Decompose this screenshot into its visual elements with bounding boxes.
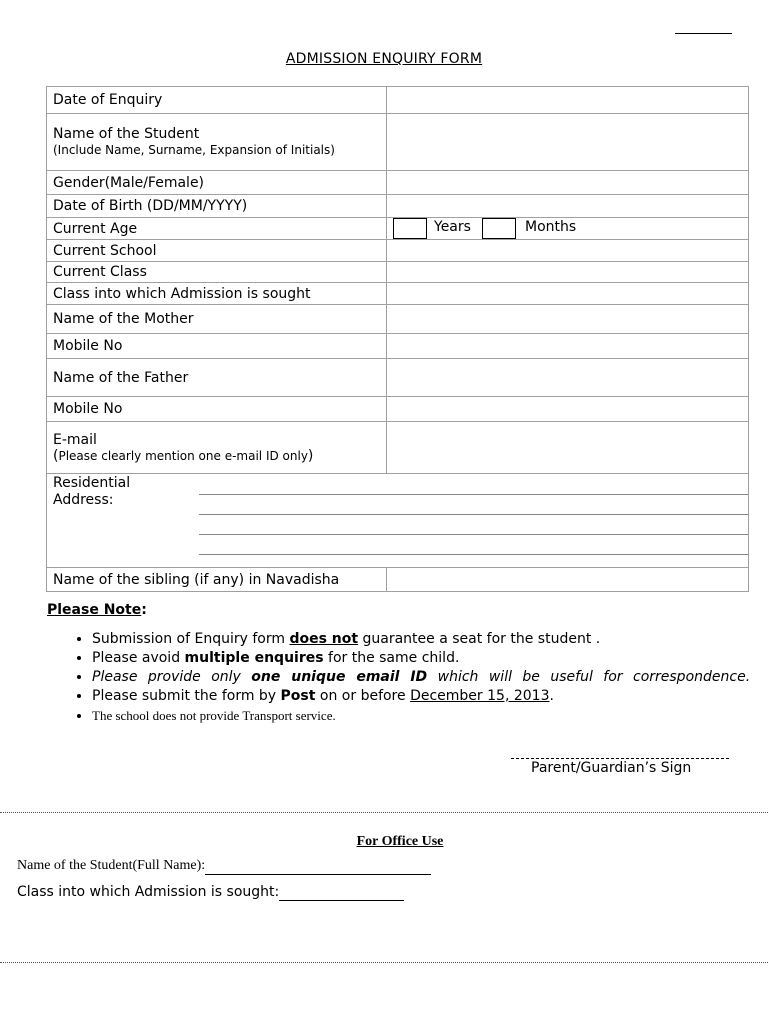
input-mother-name[interactable] (387, 305, 749, 334)
input-current-class[interactable] (387, 262, 749, 283)
note-heading-text: Please Note (47, 602, 142, 618)
note-text: which will be useful for correspondence. (427, 669, 751, 685)
input-sibling[interactable] (387, 568, 749, 592)
student-name-label: Name of the Student (53, 126, 200, 142)
address-line-4 (199, 554, 748, 555)
input-gender[interactable] (387, 171, 749, 195)
note-emphasis: does not (289, 631, 359, 647)
signature-line (511, 758, 729, 759)
address-line-2 (199, 514, 748, 534)
email-label: E-mail (53, 431, 97, 448)
label-dob: Date of Birth (DD/MM/YYYY) (47, 195, 387, 218)
label-student-name (47, 114, 387, 171)
label-mother-mobile: Mobile No (47, 334, 387, 359)
age-cell (387, 218, 749, 240)
note-heading (47, 602, 147, 618)
label-class-sought: Class into which Admission is sought (47, 283, 387, 305)
note-item (92, 707, 765, 724)
office-student-name-label: Name of the Student(Full Name): (17, 858, 206, 873)
age-years-box[interactable] (393, 218, 427, 239)
dotted-divider-bottom (0, 962, 768, 963)
email-hint-close: ) (307, 447, 314, 464)
note-emphasis: multiple enquires (184, 650, 324, 666)
label-email (47, 422, 387, 474)
address-label-line1: Residential (53, 475, 131, 491)
label-current-class: Current Class (47, 262, 387, 283)
note-text: for the same child. (323, 650, 460, 666)
note-text: Submission of Enquiry form (92, 631, 290, 647)
student-name-hint: (Include Name, Surname, Expansion of Initials) (53, 143, 335, 157)
label-current-age: Current Age (47, 218, 387, 240)
signature-label: Parent/Guardian’s Sign (531, 760, 692, 776)
note-text: guarantee a seat for the student . (358, 631, 601, 647)
row-address (47, 474, 749, 568)
label-gender: Gender(Male/Female) (47, 171, 387, 195)
note-date: December 15, 2013 (410, 688, 550, 704)
label-date-of-enquiry: Date of Enquiry (47, 87, 387, 114)
age-years-label: Years (434, 219, 471, 235)
note-emphasis: one unique email ID (251, 669, 428, 685)
input-student-name[interactable] (387, 114, 749, 171)
row-father-name (47, 359, 749, 397)
note-item (92, 631, 765, 648)
row-current-school (47, 240, 749, 262)
dotted-divider-top (0, 812, 768, 813)
email-hint (53, 448, 380, 464)
office-class-label: Class into which Admission is sought: (17, 884, 280, 900)
input-mother-mobile[interactable] (387, 334, 749, 359)
input-class-sought[interactable] (387, 283, 749, 305)
input-email[interactable] (387, 422, 749, 474)
note-heading-colon: : (141, 602, 147, 618)
note-item (92, 650, 765, 667)
row-mother-mobile (47, 334, 749, 359)
label-father-name: Name of the Father (47, 359, 387, 397)
address-label-line2: Address: (53, 492, 114, 508)
note-text: The school does not provide Transport service. (92, 708, 336, 723)
email-hint-open: ( (53, 447, 59, 464)
row-date-of-enquiry (47, 87, 749, 114)
office-class (17, 884, 404, 901)
note-text: Please submit the form by (92, 688, 281, 704)
row-sibling (47, 568, 749, 592)
row-email (47, 422, 749, 474)
enquiry-form-table (46, 86, 749, 592)
input-father-name[interactable] (387, 359, 749, 397)
notes-list (47, 631, 765, 726)
address-line-1 (199, 494, 748, 514)
label-father-mobile: Mobile No (47, 397, 387, 422)
note-emphasis: Post (280, 688, 316, 704)
note-text: Please avoid (92, 650, 185, 666)
row-gender (47, 171, 749, 195)
row-class-sought (47, 283, 749, 305)
row-student-name (47, 114, 749, 171)
label-current-school: Current School (47, 240, 387, 262)
address-lines[interactable] (199, 494, 748, 555)
row-mother-name (47, 305, 749, 334)
note-text: . (549, 688, 554, 704)
input-current-school[interactable] (387, 240, 749, 262)
input-father-mobile[interactable] (387, 397, 749, 422)
office-student-name-field[interactable] (205, 858, 431, 875)
office-student-name (17, 858, 431, 875)
email-hint-text: Please clearly mention one e-mail ID only (58, 448, 308, 463)
age-fields (393, 218, 748, 239)
note-item (92, 669, 765, 686)
note-text: Please provide only (92, 669, 252, 685)
address-label (53, 475, 130, 509)
note-item (92, 688, 765, 705)
label-mother-name: Name of the Mother (47, 305, 387, 334)
row-current-class (47, 262, 749, 283)
form-title: ADMISSION ENQUIRY FORM (285, 51, 483, 67)
input-date-of-enquiry[interactable] (387, 87, 749, 114)
age-months-box[interactable] (482, 218, 516, 239)
office-use-heading: For Office Use (356, 834, 444, 849)
office-class-field[interactable] (279, 884, 404, 901)
address-line-3 (199, 534, 748, 554)
row-dob (47, 195, 749, 218)
age-months-label: Months (525, 219, 577, 235)
label-sibling: Name of the sibling (if any) in Navadisha (47, 568, 387, 592)
input-dob[interactable] (387, 195, 749, 218)
top-right-line (675, 33, 732, 34)
row-current-age (47, 218, 749, 240)
row-father-mobile (47, 397, 749, 422)
note-text: on or before (315, 688, 411, 704)
address-cell (47, 474, 749, 568)
